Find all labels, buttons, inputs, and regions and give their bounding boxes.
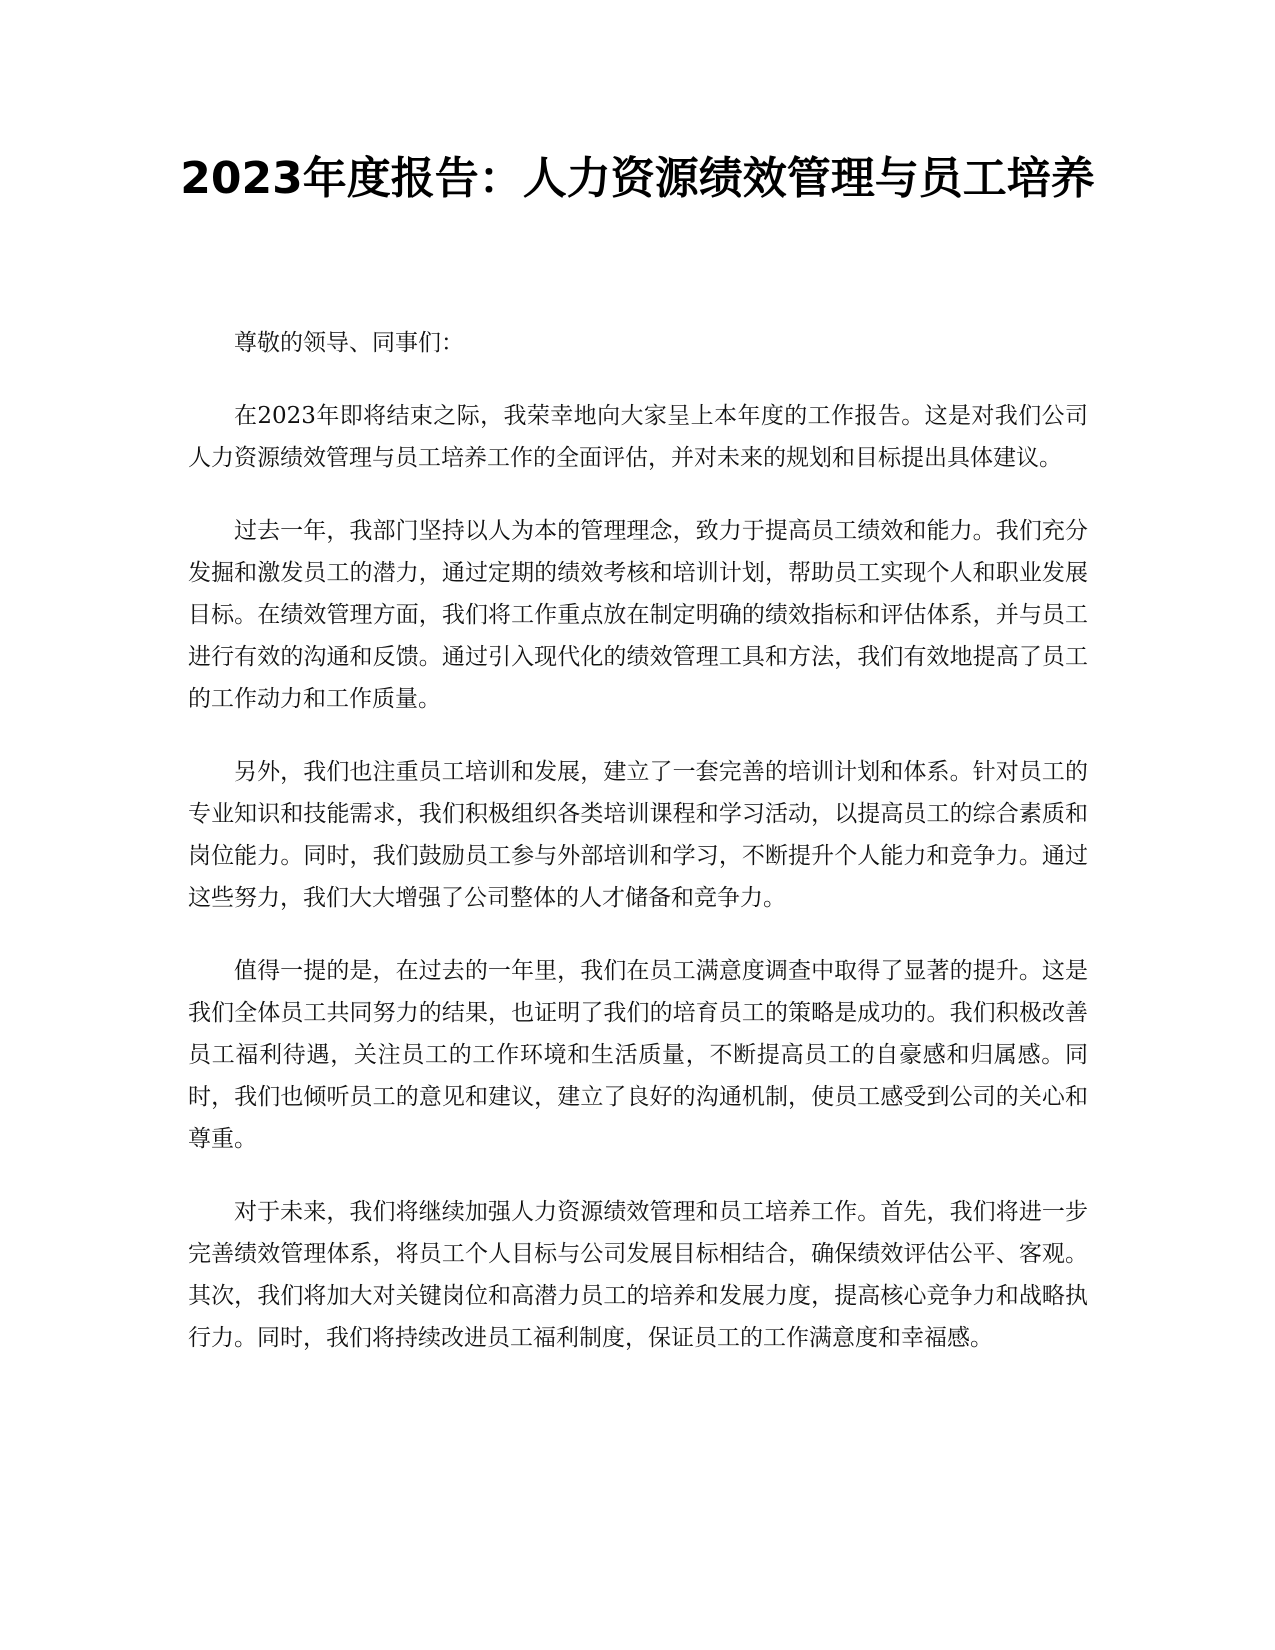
paragraph-satisfaction: 值得一提的是，在过去的一年里，我们在员工满意度调查中取得了显著的提升。这是我们全体员工共同努力的结果，也证明了我们的培育员工的策略是成功的。我们积极改善员工福利待遇，关注员工的工作环境和生活质量，不断提高员工的自豪感和归属感。同时，我们也倾听员工的意见和建议，建立了良好的沟通机制，使员工感受到公司的关心和尊重。: [188, 958, 1088, 1152]
paragraph-intro: 在2023年即将结束之际，我荣幸地向大家呈上本年度的工作报告。这是对我们公司人力资源绩效管理与员工培养工作的全面评估，并对未来的规划和目标提出具体建议。: [188, 403, 1088, 471]
paragraph-future: 对于未来，我们将继续加强人力资源绩效管理和员工培养工作。首先，我们将进一步完善绩效管理体系，将员工个人目标与公司发展目标相结合，确保绩效评估公平、客观。其次，我们将加大对关键岗位和高潜力员工的培养和发展力度，提高核心竞争力和战略执行力。同时，我们将持续改进员工福利制度，保证员工的工作满意度和幸福感。: [188, 1199, 1088, 1351]
paragraph-performance: 过去一年，我部门坚持以人为本的管理理念，致力于提高员工绩效和能力。我们充分发掘和激发员工的潜力，通过定期的绩效考核和培训计划，帮助员工实现个人和职业发展目标。在绩效管理方面，我们将工作重点放在制定明确的绩效指标和评估体系，并与员工进行有效的沟通和反馈。通过引入现代化的绩效管理工具和方法，我们有效地提高了员工的工作动力和工作质量。: [188, 518, 1088, 712]
document-body: [188, 322, 1088, 1390]
salutation: 尊敬的领导、同事们：: [234, 330, 464, 356]
document-title: 2023年度报告：人力资源绩效管理与员工培养: [180, 153, 1095, 204]
paragraph-training: 另外，我们也注重员工培训和发展，建立了一套完善的培训计划和体系。针对员工的专业知识和技能需求，我们积极组织各类培训课程和学习活动，以提高员工的综合素质和岗位能力。同时，我们鼓励员工参与外部培训和学习，不断提升个人能力和竞争力。通过这些努力，我们大大增强了公司整体的人才储备和竞争力。: [188, 759, 1088, 911]
